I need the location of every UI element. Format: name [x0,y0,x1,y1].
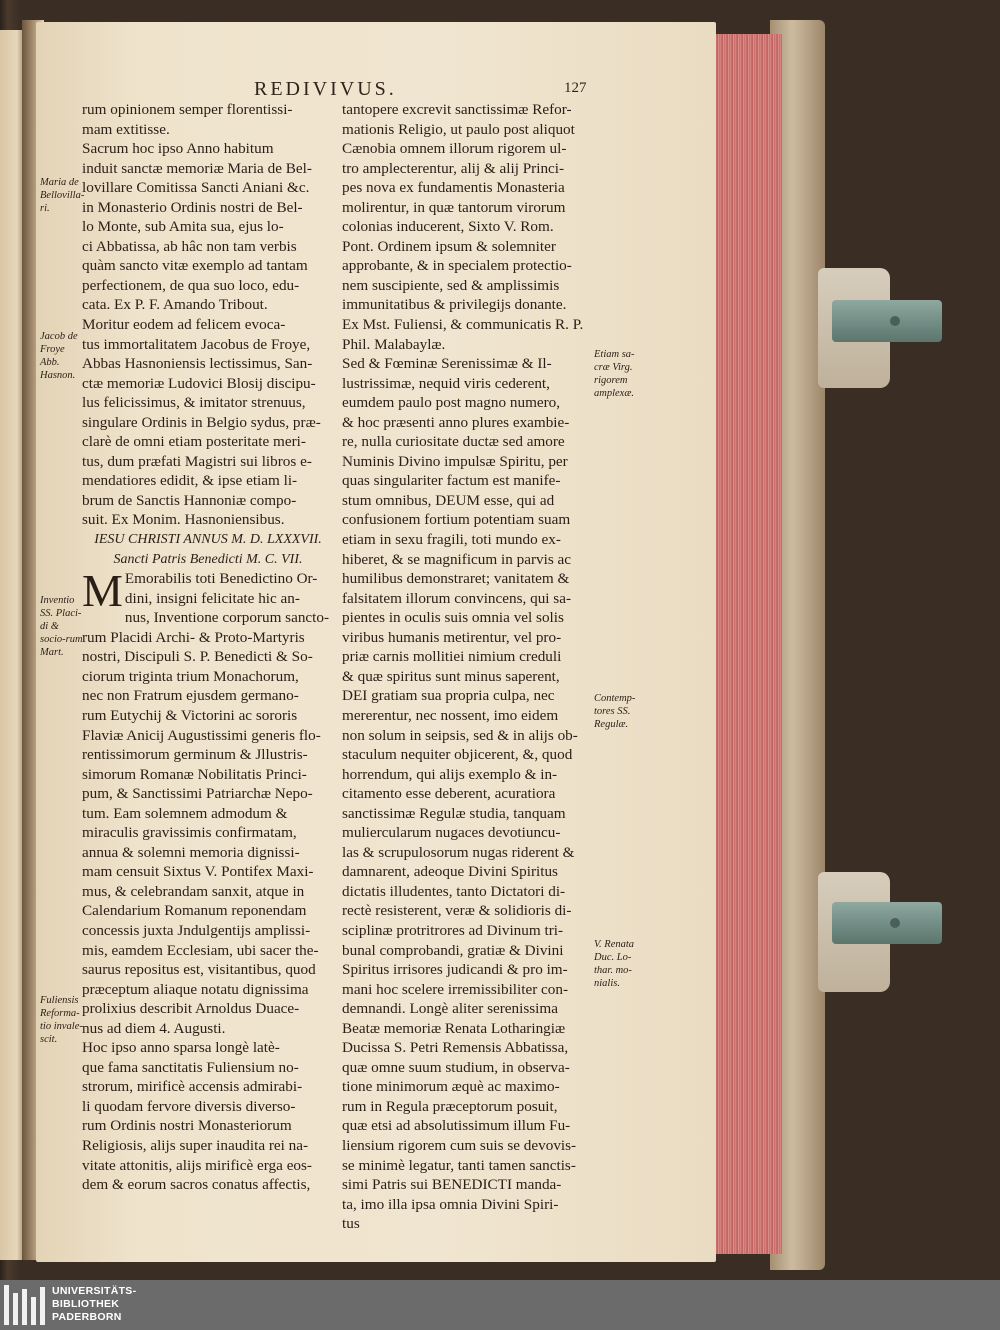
text-line: perfectionem, de qua suo loco, edu- [82,276,300,294]
text-line: nec non Fratrum ejusdem germano- [82,687,299,705]
text-line: strorum, mirificè accensis admirabi- [82,1078,303,1096]
text-line: rum opinionem semper florentissi- [82,101,293,118]
text-line: stum omnibus, DEUM esse, qui ad [342,491,555,509]
text-line: nostri, Discipuli S. P. Benedicti & So- [82,648,313,666]
text-line: se minimè legatur, tanti tamen sanctis- [342,1156,576,1174]
text-line: li quodam fervore diversis diverso- [82,1097,296,1115]
text-line: demnandi. Longè aliter serenissima [342,1000,558,1018]
text-line: Calendarium Romanum reponendam [82,902,307,920]
text-line: damnarent, adeoque Divini Spiritus [342,863,558,881]
text-line: brum de Sanctis Hannoniæ compo- [82,491,297,509]
text-line: pientes in oculis suis omnia vel solis [342,609,564,627]
library-name-line: PADERBORN [52,1311,122,1323]
text-line: mationis Religio, ut paulo post aliquot [342,120,575,138]
library-name-line: UNIVERSITÄTS- [52,1285,137,1297]
text-line: staculum nequiter objicerent, &, quod [342,746,573,764]
text-line: mererentur, nec nossent, imo eidem [342,706,559,724]
drop-cap: M [82,565,123,617]
text-line: ta, imo illa ipsa omnia Divini Spiri- [342,1195,559,1213]
text-line: lo Monte, sub Amita sua, ejus lo- [82,218,284,236]
text-line: dini, insigni felicitate hic an- [124,589,300,607]
library-banner [0,1280,1000,1330]
text-line: Flaviæ Anicij Augustissimi generis flo- [82,726,321,744]
text-line: re, nulla curiositate ductæ sed amore [342,433,565,451]
margin-note: Maria de Bellovilla-ri. [40,177,85,214]
text-line: hiberet, & se magnificum in parvis ac [342,550,572,568]
margin-note: Contemp-tores SS. Regulæ. [594,693,636,730]
text-line: falsitatem illorum convincens, qui sa- [342,589,572,607]
text-line: simorum Romanæ Nobilitatis Princi- [82,765,307,783]
clasp-top [818,268,890,388]
text-line: mam censuit Sixtus V. Pontifex Maxi- [82,863,314,881]
text-line: rentissimorum germinum & Jllustris- [82,746,308,764]
text-line: Hoc ipso anno sparsa longè latè- [82,1039,280,1057]
text-line: muliercularum nugaces devotiuncu- [342,824,561,842]
library-name [52,1285,136,1324]
text-line: mis, eamdem Ecclesiam, ubi sacer the- [82,941,319,959]
text-line: eumdem paulo post magno numero, [342,394,561,412]
text-line: las & scrupulosorum nugas riderent & [342,843,575,861]
text-line: viribus humanis metirentur, vel pro- [342,628,562,646]
text-line: induit sanctæ memoriæ Maria de Bel- [82,159,312,177]
text-line: pes nova ex fundamentis Monasteria [342,179,565,197]
text-line: quæ omne suum studium, in observa- [342,1058,570,1076]
text-line: prolixius describit Arnoldus Duace- [82,1000,300,1018]
text-line: immunitatibus & privilegijs donante. [342,296,567,314]
text-line: rum in Regula præceptorum posuit, [342,1097,558,1115]
text-line: que fama sanctitatis Fuliensium no- [82,1058,299,1076]
text-line: mus, & celebrandam sanxit, atque in [82,882,305,900]
text-line: mani hoc scelere irremissibiliter con- [342,980,569,998]
text-column-right [342,100,594,1234]
text-line: Phil. Malabaylæ. [342,335,446,353]
text-line: præceptum aliaque notatu dignissima [82,980,309,998]
text-line: quas singulariter factum est manife- [342,472,561,490]
text-line: ciorum triginta trium Monachorum, [82,667,299,685]
margin-note: Etiam sa-cræ Virg. rigorem amplexæ. [594,349,635,399]
text-line: annua & solemni memoria dignissi- [82,843,300,861]
text-line: quàm sancto vitæ exemplo ad tantam [82,257,308,275]
library-name-line: BIBLIOTHEK [52,1298,120,1310]
text-line: Beatæ memoriæ Renata Lotharingiæ [342,1019,566,1037]
text-line: Religiosis, alijs super inaudita rei na- [82,1136,309,1154]
text-line: Spiritus irrisores judicandi & pro im- [342,961,568,979]
text-line: Sacrum hoc ipso Anno habitum [82,140,274,158]
clasp-pin [890,316,900,326]
text-line: miraculis gravissimis confirmatam, [82,824,297,842]
margin-note: Inventio SS. Placi-di & socio-rum Mart. [40,595,83,658]
text-line: simi Patris sui BENEDICTI manda- [342,1176,562,1194]
text-line: mam extitisse. [82,120,170,138]
text-line: saurus repositus est, visitantibus, quod [82,961,316,979]
text-line: Cænobia omnem illorum rigorem ul- [342,140,567,158]
running-head: REDIVIVUS. [254,78,397,100]
text-line: priæ carnis mollitiei nimium creduli [342,648,562,666]
text-line: tus immortalitatem Jacobus de Froye, [82,335,311,353]
text-line: tus [342,1215,360,1233]
text-line: Ex Mst. Fuliensi, & communicatis R. P. [342,316,584,334]
clasp-bottom [818,872,890,992]
text-line: cata. Ex P. F. Amando Tribout. [82,296,268,314]
text-line: dem & eorum sacros conatus affectis, [82,1176,311,1194]
text-line: sanctissimæ Regulæ studia, tanquam [342,804,566,822]
text-line: pum, & Sanctissimi Patriarchæ Nepo- [82,785,313,803]
margin-note: Jacob de Froye Abb. Hasnon. [40,331,78,381]
clasp-metal-plate [832,300,942,342]
text-line: Sancti Patris Benedicti M. C. VII. [113,551,303,567]
text-line: approbante, & in specialem protectio- [342,257,572,275]
text-line: DEI gratiam sua propria culpa, nec [342,687,555,705]
page-number: 127 [564,80,587,96]
text-line: rum Ordinis nostri Monasteriorum [82,1117,292,1135]
text-line: lustrissimæ, nequid viris cederent, [342,374,550,392]
text-line: sciplinæ protritrores ad Divinum tri- [342,921,564,939]
text-line: citamento esse deberent, acuratiora [342,785,556,803]
text-line: quæ etsi ad absolutissimum illum Fu- [342,1117,571,1135]
text-line: tione minimorum æquè ac maximo- [342,1078,560,1096]
text-line: Abbas Hasnoniensis lectissimus, San- [82,355,313,373]
text-line: singulare Ordinis in Belgio sydus, præ- [82,413,321,431]
text-line: concessis juxta Jndulgentijs amplissi- [82,921,311,939]
text-line: non solum in seipsis, sed & in alijs ob- [342,726,578,744]
text-line: humilibus demonstraret; vanitatem & [342,570,570,588]
text-line: rum Eutychij & Victorini ac sororis [82,706,298,724]
margin-note: Fuliensis Reforma-tio invale-scit. [40,995,83,1045]
text-line: tro amplecterentur, alij & alij Princi- [342,159,565,177]
text-line: rectè resisterent, veræ & solidioris di- [342,902,572,920]
text-line: Numinis Divino impulsæ Spiritu, per [342,452,568,470]
text-line: IESU CHRISTI ANNUS M. D. LXXXVII. [94,532,322,548]
text-column-left [82,100,334,1195]
text-line: Pont. Ordinem ipsum & solemniter [342,237,556,255]
text-line: ctæ memoriæ Ludovici Blosij discipu- [82,374,316,392]
text-line: bunal comprobandi, gratiæ & Divini [342,941,564,959]
text-line: molirentur, in quæ tantorum virorum [342,198,566,216]
text-line: etiam in sexu fragili, toti mundo ex- [342,531,561,549]
clasp-metal-plate [832,902,942,944]
text-line: vitate attonitis, alijs mirificè erga eos- [82,1156,312,1174]
text-line: & hoc præsenti anno plures exambie- [342,413,570,431]
text-line: nem suscipiente, sed & amplissimis [342,276,560,294]
text-line: & quæ spiritus sunt minus saperent, [342,667,560,685]
margin-note: V. Renata Duc. Lo-thar. mo-nialis. [594,939,635,989]
text-line: nus ad diem 4. Augusti. [82,1019,226,1037]
text-line: Ducissa S. Petri Remensis Abbatissa, [342,1039,569,1057]
text-line: tum. Eam solemnem admodum & [82,804,288,822]
text-line: in Monasterio Ordinis nostri de Bel- [82,198,303,216]
text-line: clarè de omni etiam posteritate meri- [82,433,306,451]
text-line: mendatiores edidit, & ipse etiam li- [82,472,298,490]
text-line: tantopere excrevit sanctissimæ Refor- [342,101,572,118]
text-line: suit. Ex Monim. Hasnoniensibus. [82,511,285,529]
text-line: tus, dum præfati Magistri sui libros e- [82,452,312,470]
text-line: colonias inducerent, Sixto V. Rom. [342,218,554,236]
text-line: ci Abbatissa, ab hâc non tam verbis [82,237,297,255]
text-line: liensium rigorem cum suis se devovis- [342,1136,577,1154]
text-line: lus felicissimus, & imitator strenuus, [82,394,306,412]
text-line: lovillare Comitissa Sancti Aniani &c. [82,179,310,197]
text-line: horrendum, qui alijs exemplo & in- [342,765,558,783]
text-line: nus, Inventione corporum sancto- [124,609,330,627]
text-line: Emorabilis toti Benedictino Or- [124,570,318,588]
text-line: rum Placidi Archi- & Proto-Martyris [82,628,305,646]
library-logo-icon [4,1285,46,1325]
text-line: confusionem fortium potentiam suam [342,511,571,529]
clasp-pin [890,918,900,928]
text-line: Moritur eodem ad felicem evoca- [82,316,286,334]
text-line: Sed & Fœminæ Serenissimæ & Il- [342,355,552,373]
text-line: dictatis illudentes, tanto Dictatori di- [342,882,566,900]
